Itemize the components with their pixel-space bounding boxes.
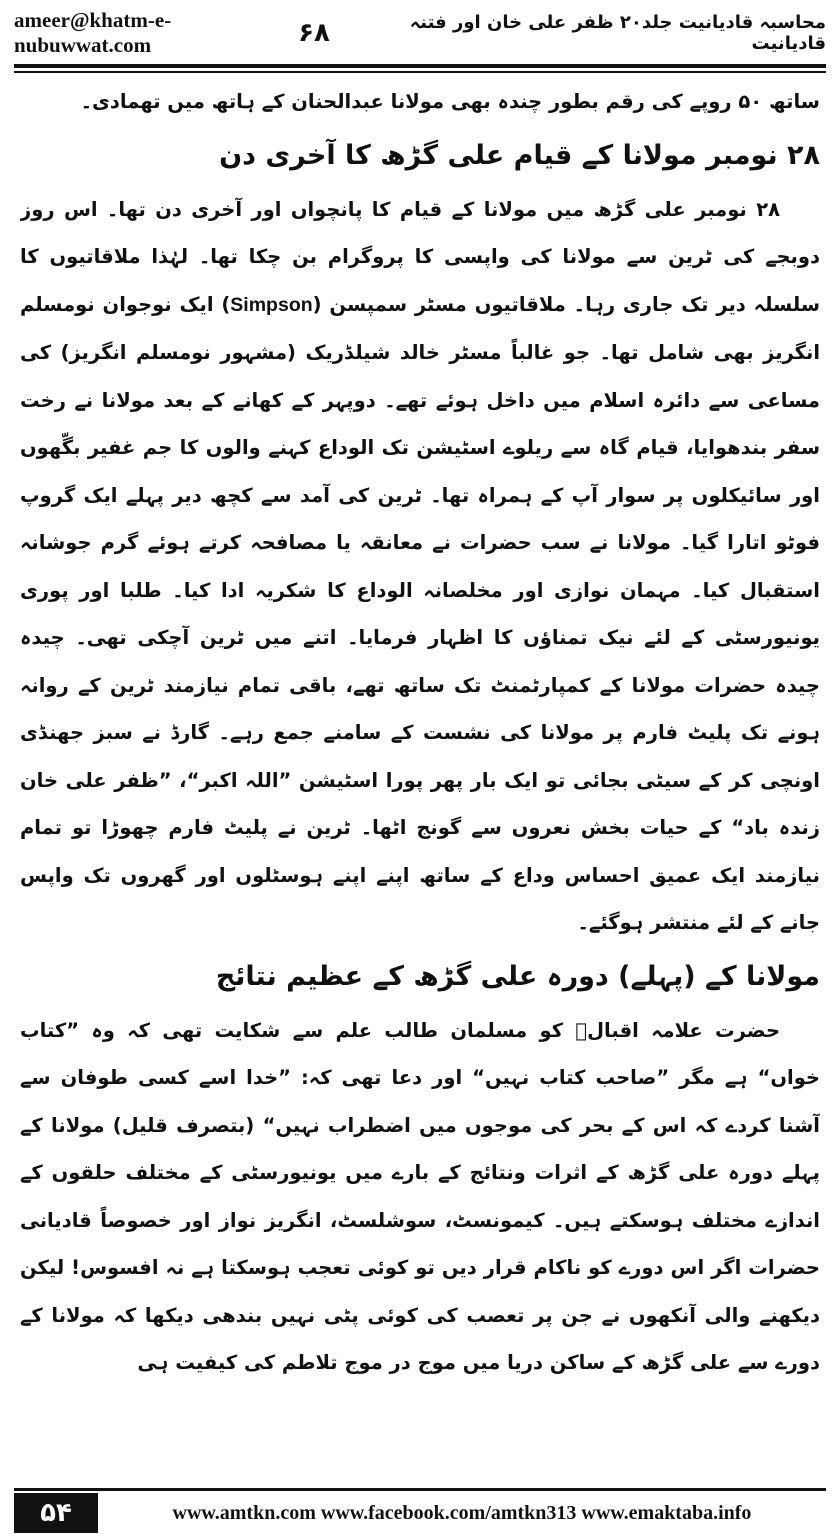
page-footer	[14, 1488, 826, 1535]
header-rule-thin	[14, 71, 826, 73]
paragraph-2: حضرت علامہ اقبالؒ کو مسلمان طالب علم سے شکایت تھی کہ وہ ”کتاب خواں“ ہے مگر ”صاحب کتاب نہیں“ اور دعا تھی کہ: ”خدا اسے کسی طوفان سے آشنا کردے کہ اس کے بحر کی موجوں میں اضطراب نہیں“ (بتصرف قلیل) مولانا کے پہلے دورہ علی گڑھ کے اثرات ونتائج کے بارے میں یونیورسٹی کے مختلف حلقوں کے اندازے مختلف ہوسکتے ہیں۔ کیمونسٹ، سوشلسٹ، انگریز نواز اور خصوصاً قادیانی حضرات اگر اس دورے کو ناکام قرار دیں تو کوئی تعجب ہوسکتا ہے نہ افسوس! لیکن دیکھنے والی آنکھوں نے جن پر تعصب کی کوئی پٹی نہیں بندھی دیکھا کہ مولانا کے دورے سے علی گڑھ کے ساکن دریا میں موج در موج تلاطم کی کیفیت ہی	[20, 1018, 820, 1374]
header-right	[298, 12, 826, 54]
paragraph-1-latin: Simpson	[230, 293, 313, 316]
page-content	[20, 78, 820, 1476]
header-email: ameer@khatm-e-nubuwwat.com	[14, 8, 172, 57]
paragraph-1-part-a: ۲۸ نومبر علی گڑھ میں مولانا کے قیام کا پانچواں اور آخری دن تھا۔ اس روز دوبجے کی ٹرین سے مولانا کی واپسی کا پروگرام بن چکا تھا۔ لہٰذا ملاقاتیوں کا سلسلہ دیر تک جاری رہا۔ ملاقاتیوں مسٹر سمپسن (	[20, 197, 820, 316]
intro-line: ساتھ ۵۰ روپے کی رقم بطور چندہ بھی مولانا عبدالحنان کے ہاتھ میں تھمادی۔	[80, 90, 820, 113]
footer-page-number: ۵۴	[14, 1493, 98, 1533]
page-header	[14, 4, 826, 62]
header-rule-thick	[14, 64, 826, 68]
paragraph-1	[20, 186, 820, 947]
header-page-number: ۶۸	[298, 18, 330, 48]
section-heading-2: مولانا کے (پہلے) دورہ علی گڑھ کے عظیم نتائج	[215, 960, 820, 992]
section-heading-1: ۲۸ نومبر مولانا کے قیام علی گڑھ کا آخری دن	[219, 139, 820, 171]
footer-links: www.amtkn.com www.facebook.com/amtkn313 www.emaktaba.info	[172, 1501, 752, 1524]
header-title: محاسبہ قادیانیت جلد۲۰ ظفر علی خان اور فتنہ قادیانیت	[409, 12, 826, 54]
paragraph-1-part-b: ) ایک نوجوان نومسلم انگریز بھی شامل تھا۔ جو غالباً مسٹر خالد شیلڈریک (مشہور نومسلم انگریز) کی مساعی سے دائرہ اسلام میں داخل ہوئے تھے۔ دوپہر کے کھانے کے بعد مولانا نے رخت سفر بندھوایا، قیام گاہ سے ریلوے اسٹیشن تک الوداع کہنے والوں کا جم غفیر بگّھوں اور سائیکلوں پر سوار آپ کے ہمراہ تھا۔ ٹرین کی آمد سے کچھ دیر پہلے ایک گروپ فوٹو اتارا گیا۔ مولانا نے سب حضرات نے معانقہ یا مصافحہ کرتے ہوئے گرم جوشانہ استقبال کیا۔ مہمان نوازی اور مخلصانہ الوداع کا شکریہ ادا کیا۔ طلبا اور پوری یونیورسٹی کے لئے نیک تمناؤں کا اظہار فرمایا۔ اتنے میں ٹرین آچکی تھی۔ چیدہ چیدہ حضرات مولانا کے کمپارٹمنٹ تک ساتھ تھے، باقی تمام نیازمند ٹرین کے روانہ ہونے تک پلیٹ فارم پر مولانا کی نشست کے سامنے جمع رہے۔ گارڈ نے سبز جھنڈی اونچی کر کے سیٹی بجائی تو ایک بار پھر پورا اسٹیشن ”اللہ اکبر“، ”ظفر علی خان زندہ باد“ کے حیات بخش نعروں سے گونج اٹھا۔ ٹرین نے پلیٹ فارم چھوڑا تو تمام نیازمند ایک عمیق احساس وداع کے ساتھ اپنے اپنے ہوسٹلوں اور گھروں تک واپس جانے کے لئے منتشر ہوگئے۔	[20, 292, 820, 934]
